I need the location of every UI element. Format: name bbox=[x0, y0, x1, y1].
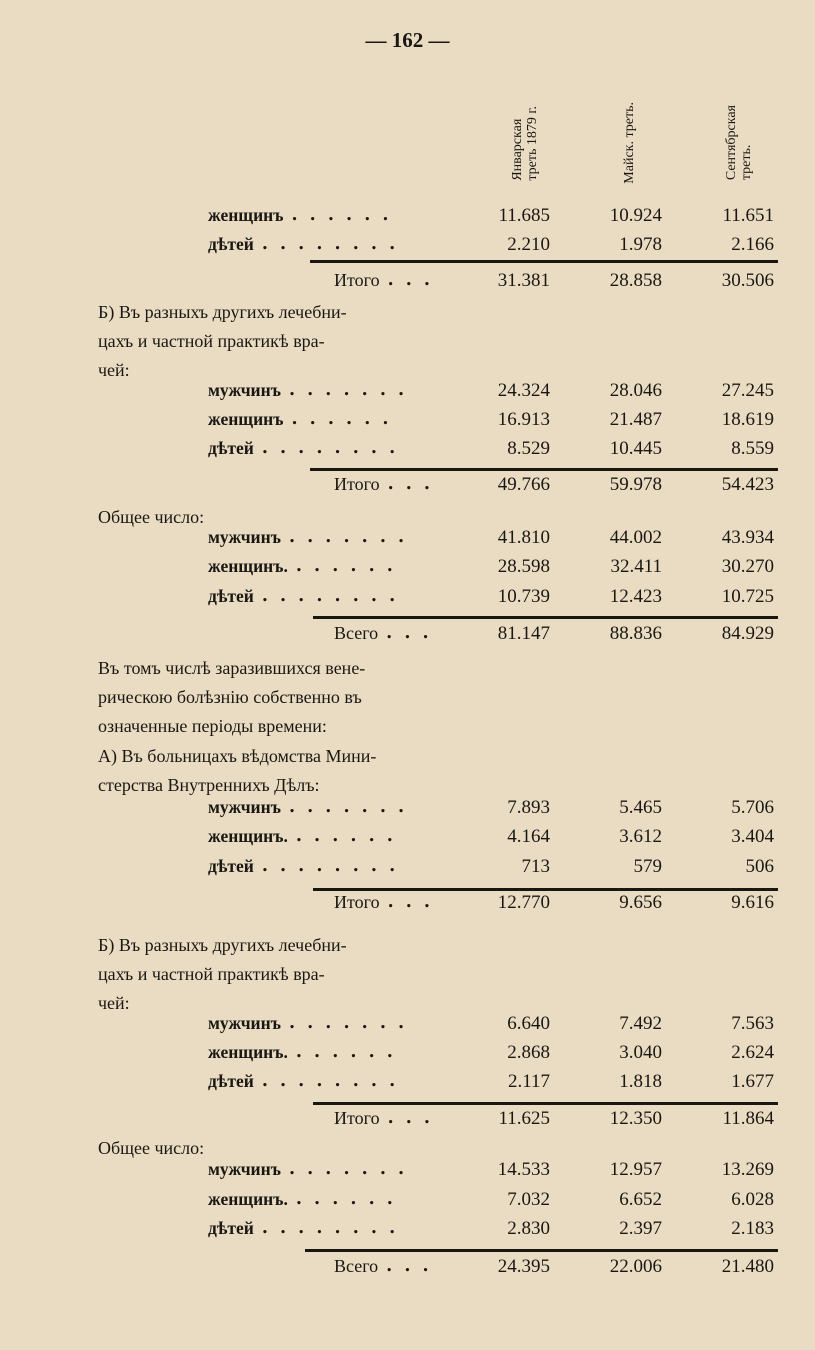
cell-value: 4.164 bbox=[507, 826, 550, 847]
cell-value: 1.978 bbox=[619, 234, 662, 255]
cell-value: 11.864 bbox=[722, 1108, 774, 1129]
cell-value: 10.924 bbox=[609, 205, 662, 226]
cell-value: 10.445 bbox=[609, 438, 662, 459]
dot-leader: . . . . . . bbox=[295, 1042, 396, 1062]
cell-value: 6.640 bbox=[507, 1013, 550, 1034]
cell-value: 81.147 bbox=[497, 623, 550, 644]
column-header-may bbox=[612, 84, 646, 202]
cell-value: 10.725 bbox=[721, 586, 774, 607]
cell-value: 24.324 bbox=[497, 380, 550, 401]
cell-value: 16.913 bbox=[497, 409, 550, 430]
cell-value: 44.002 bbox=[609, 527, 662, 548]
cell-value: 11.685 bbox=[498, 205, 550, 226]
dot-leader: . . . . . . . bbox=[288, 1159, 408, 1179]
total-row bbox=[0, 888, 815, 917]
dot-leader: . . . . . . bbox=[295, 1189, 396, 1209]
cell-value: 7.563 bbox=[731, 1013, 774, 1034]
cell-value: 7.492 bbox=[619, 1013, 662, 1034]
table-row bbox=[0, 582, 815, 611]
row-label: дѣтей bbox=[208, 438, 254, 458]
cell-value: 2.183 bbox=[731, 1218, 774, 1239]
dot-leader: . . . . . . . bbox=[288, 527, 408, 547]
dot-leader: . . . . . . . . bbox=[261, 438, 399, 458]
cell-value: 11.625 bbox=[498, 1108, 550, 1129]
column-header-september bbox=[722, 84, 756, 202]
table-row bbox=[0, 201, 815, 230]
cell-value: 6.028 bbox=[731, 1189, 774, 1210]
cell-value: 3.040 bbox=[619, 1042, 662, 1063]
table-row bbox=[0, 1185, 815, 1214]
cell-value: 2.868 bbox=[507, 1042, 550, 1063]
dot-leader: . . . bbox=[386, 623, 432, 643]
cell-value: 2.830 bbox=[507, 1218, 550, 1239]
column-header-label: Майск. треть. bbox=[621, 102, 637, 184]
dot-leader: . . . . . . . bbox=[288, 380, 408, 400]
row-label: мужчинъ bbox=[208, 1159, 281, 1179]
cell-value: 32.411 bbox=[610, 556, 662, 577]
total-rule bbox=[313, 888, 778, 891]
table-row bbox=[0, 405, 815, 434]
cell-value: 59.978 bbox=[609, 474, 662, 495]
cell-value: 43.934 bbox=[721, 527, 774, 548]
section-text: Въ томъ числѣ заразившихся вене- bbox=[98, 658, 366, 678]
row-label: женщинъ bbox=[208, 205, 284, 225]
cell-value: 2.210 bbox=[507, 234, 550, 255]
total-rule bbox=[305, 1249, 778, 1252]
cell-value: 10.739 bbox=[497, 586, 550, 607]
section-text: означенные періоды времени: bbox=[98, 716, 327, 736]
dot-leader: . . . bbox=[387, 1108, 434, 1128]
cell-value: 9.616 bbox=[731, 892, 774, 913]
dot-leader: . . . . . . bbox=[295, 826, 396, 846]
row-label: дѣтей bbox=[208, 1071, 254, 1091]
total-row bbox=[0, 266, 815, 295]
cell-value: 9.656 bbox=[619, 892, 662, 913]
table-row bbox=[0, 822, 815, 851]
table-row bbox=[0, 230, 815, 259]
section-text: цахъ и частной практикѣ вра- bbox=[98, 964, 325, 984]
section-text: Общее число: bbox=[98, 1138, 205, 1158]
dot-leader: . . . . . . . . bbox=[261, 1218, 399, 1238]
cell-value: 3.612 bbox=[619, 826, 662, 847]
section-text: А) Въ больницахъ вѣдомства Мини- bbox=[98, 746, 377, 766]
total-row bbox=[0, 619, 815, 648]
cell-value: 8.529 bbox=[507, 438, 550, 459]
section-text: стерства Внутреннихъ Дѣлъ: bbox=[98, 775, 320, 795]
row-label: женщинъ bbox=[208, 409, 284, 429]
row-label: Итого bbox=[334, 474, 380, 494]
cell-value: 3.404 bbox=[731, 826, 774, 847]
cell-value: 7.893 bbox=[507, 797, 550, 818]
column-header-label: Сентябрская треть. bbox=[724, 105, 754, 181]
cell-value: 30.270 bbox=[721, 556, 774, 577]
dot-leader: . . . . . . bbox=[295, 556, 396, 576]
total-rule bbox=[310, 468, 778, 471]
row-label: женщинъ. bbox=[208, 1189, 288, 1209]
section-text: цахъ и частной практикѣ вра- bbox=[98, 331, 325, 351]
cell-value: 84.929 bbox=[721, 623, 774, 644]
cell-value: 22.006 bbox=[609, 1256, 662, 1277]
cell-value: 7.032 bbox=[507, 1189, 550, 1210]
cell-value: 28.858 bbox=[609, 270, 662, 291]
cell-value: 713 bbox=[521, 856, 550, 877]
total-row bbox=[0, 1252, 815, 1281]
dot-leader: . . . . . . . . bbox=[261, 586, 399, 606]
cell-value: 27.245 bbox=[721, 380, 774, 401]
cell-value: 6.652 bbox=[619, 1189, 662, 1210]
row-label: дѣтей bbox=[208, 1218, 254, 1238]
cell-value: 12.350 bbox=[609, 1108, 662, 1129]
cell-value: 506 bbox=[745, 856, 774, 877]
cell-value: 2.624 bbox=[731, 1042, 774, 1063]
section-text: рическою болѣзнію собственно въ bbox=[98, 687, 362, 707]
row-label: женщинъ. bbox=[208, 556, 288, 576]
cell-value: 1.677 bbox=[731, 1071, 774, 1092]
dot-leader: . . . bbox=[386, 1256, 432, 1276]
dot-leader: . . . . . . . . bbox=[261, 1071, 399, 1091]
row-label: Итого bbox=[334, 892, 380, 912]
dot-leader: . . . . . . bbox=[291, 205, 392, 225]
cell-value: 54.423 bbox=[721, 474, 774, 495]
cell-value: 21.487 bbox=[609, 409, 662, 430]
cell-value: 21.480 bbox=[721, 1256, 774, 1277]
row-label: мужчинъ bbox=[208, 797, 281, 817]
row-label: мужчинъ bbox=[208, 1013, 281, 1033]
dot-leader: . . . . . . bbox=[291, 409, 392, 429]
row-label: Итого bbox=[334, 1108, 380, 1128]
page-number: — 162 — bbox=[365, 28, 450, 52]
section-text: Б) Въ разныхъ другихъ лечебни- bbox=[98, 302, 347, 322]
cell-value: 2.166 bbox=[731, 234, 774, 255]
cell-value: 18.619 bbox=[721, 409, 774, 430]
cell-value: 579 bbox=[633, 856, 662, 877]
dot-leader: . . . bbox=[387, 270, 434, 290]
cell-value: 5.465 bbox=[619, 797, 662, 818]
dot-leader: . . . . . . . bbox=[288, 1013, 408, 1033]
row-label: дѣтей bbox=[208, 234, 254, 254]
cell-value: 12.423 bbox=[609, 586, 662, 607]
row-label: дѣтей bbox=[208, 586, 254, 606]
section-text: Б) Въ разныхъ другихъ лечебни- bbox=[98, 935, 347, 955]
table-row bbox=[0, 1214, 815, 1243]
cell-value: 28.598 bbox=[497, 556, 550, 577]
cell-value: 14.533 bbox=[497, 1159, 550, 1180]
cell-value: 2.117 bbox=[507, 1071, 550, 1092]
total-rule bbox=[313, 616, 778, 619]
cell-value: 31.381 bbox=[497, 270, 550, 291]
table-row bbox=[0, 1038, 815, 1067]
cell-value: 5.706 bbox=[731, 797, 774, 818]
table-row bbox=[0, 552, 815, 581]
cell-value: 12.957 bbox=[609, 1159, 662, 1180]
row-label: Всего bbox=[334, 623, 379, 643]
cell-value: 2.397 bbox=[619, 1218, 662, 1239]
cell-value: 88.836 bbox=[609, 623, 662, 644]
cell-value: 13.269 bbox=[721, 1159, 774, 1180]
section-text: Общее число: bbox=[98, 507, 205, 527]
row-label: Итого bbox=[334, 270, 380, 290]
row-label: дѣтей bbox=[208, 856, 254, 876]
total-row bbox=[0, 1104, 815, 1133]
total-row bbox=[0, 470, 815, 499]
section-text: чей: bbox=[98, 360, 130, 380]
dot-leader: . . . bbox=[387, 892, 434, 912]
cell-value: 30.506 bbox=[721, 270, 774, 291]
dot-leader: . . . . . . . bbox=[288, 797, 408, 817]
row-label: мужчинъ bbox=[208, 380, 281, 400]
table-row bbox=[0, 1067, 815, 1096]
total-rule bbox=[313, 1102, 778, 1105]
column-header-january bbox=[508, 84, 542, 202]
row-label: Всего bbox=[334, 1256, 379, 1276]
cell-value: 12.770 bbox=[497, 892, 550, 913]
row-label: мужчинъ bbox=[208, 527, 281, 547]
column-header-label: Январская треть 1879 г. bbox=[510, 105, 540, 181]
total-rule bbox=[310, 260, 778, 263]
dot-leader: . . . bbox=[387, 474, 434, 494]
cell-value: 41.810 bbox=[497, 527, 550, 548]
cell-value: 8.559 bbox=[731, 438, 774, 459]
dot-leader: . . . . . . . . bbox=[261, 856, 399, 876]
section-text: чей: bbox=[98, 993, 130, 1013]
cell-value: 24.395 bbox=[497, 1256, 550, 1277]
cell-value: 49.766 bbox=[497, 474, 550, 495]
cell-value: 11.651 bbox=[722, 205, 774, 226]
table-row bbox=[0, 434, 815, 463]
row-label: женщинъ. bbox=[208, 1042, 288, 1062]
cell-value: 28.046 bbox=[609, 380, 662, 401]
cell-value: 1.818 bbox=[619, 1071, 662, 1092]
table-row bbox=[0, 852, 815, 881]
row-label: женщинъ. bbox=[208, 826, 288, 846]
dot-leader: . . . . . . . . bbox=[261, 234, 399, 254]
